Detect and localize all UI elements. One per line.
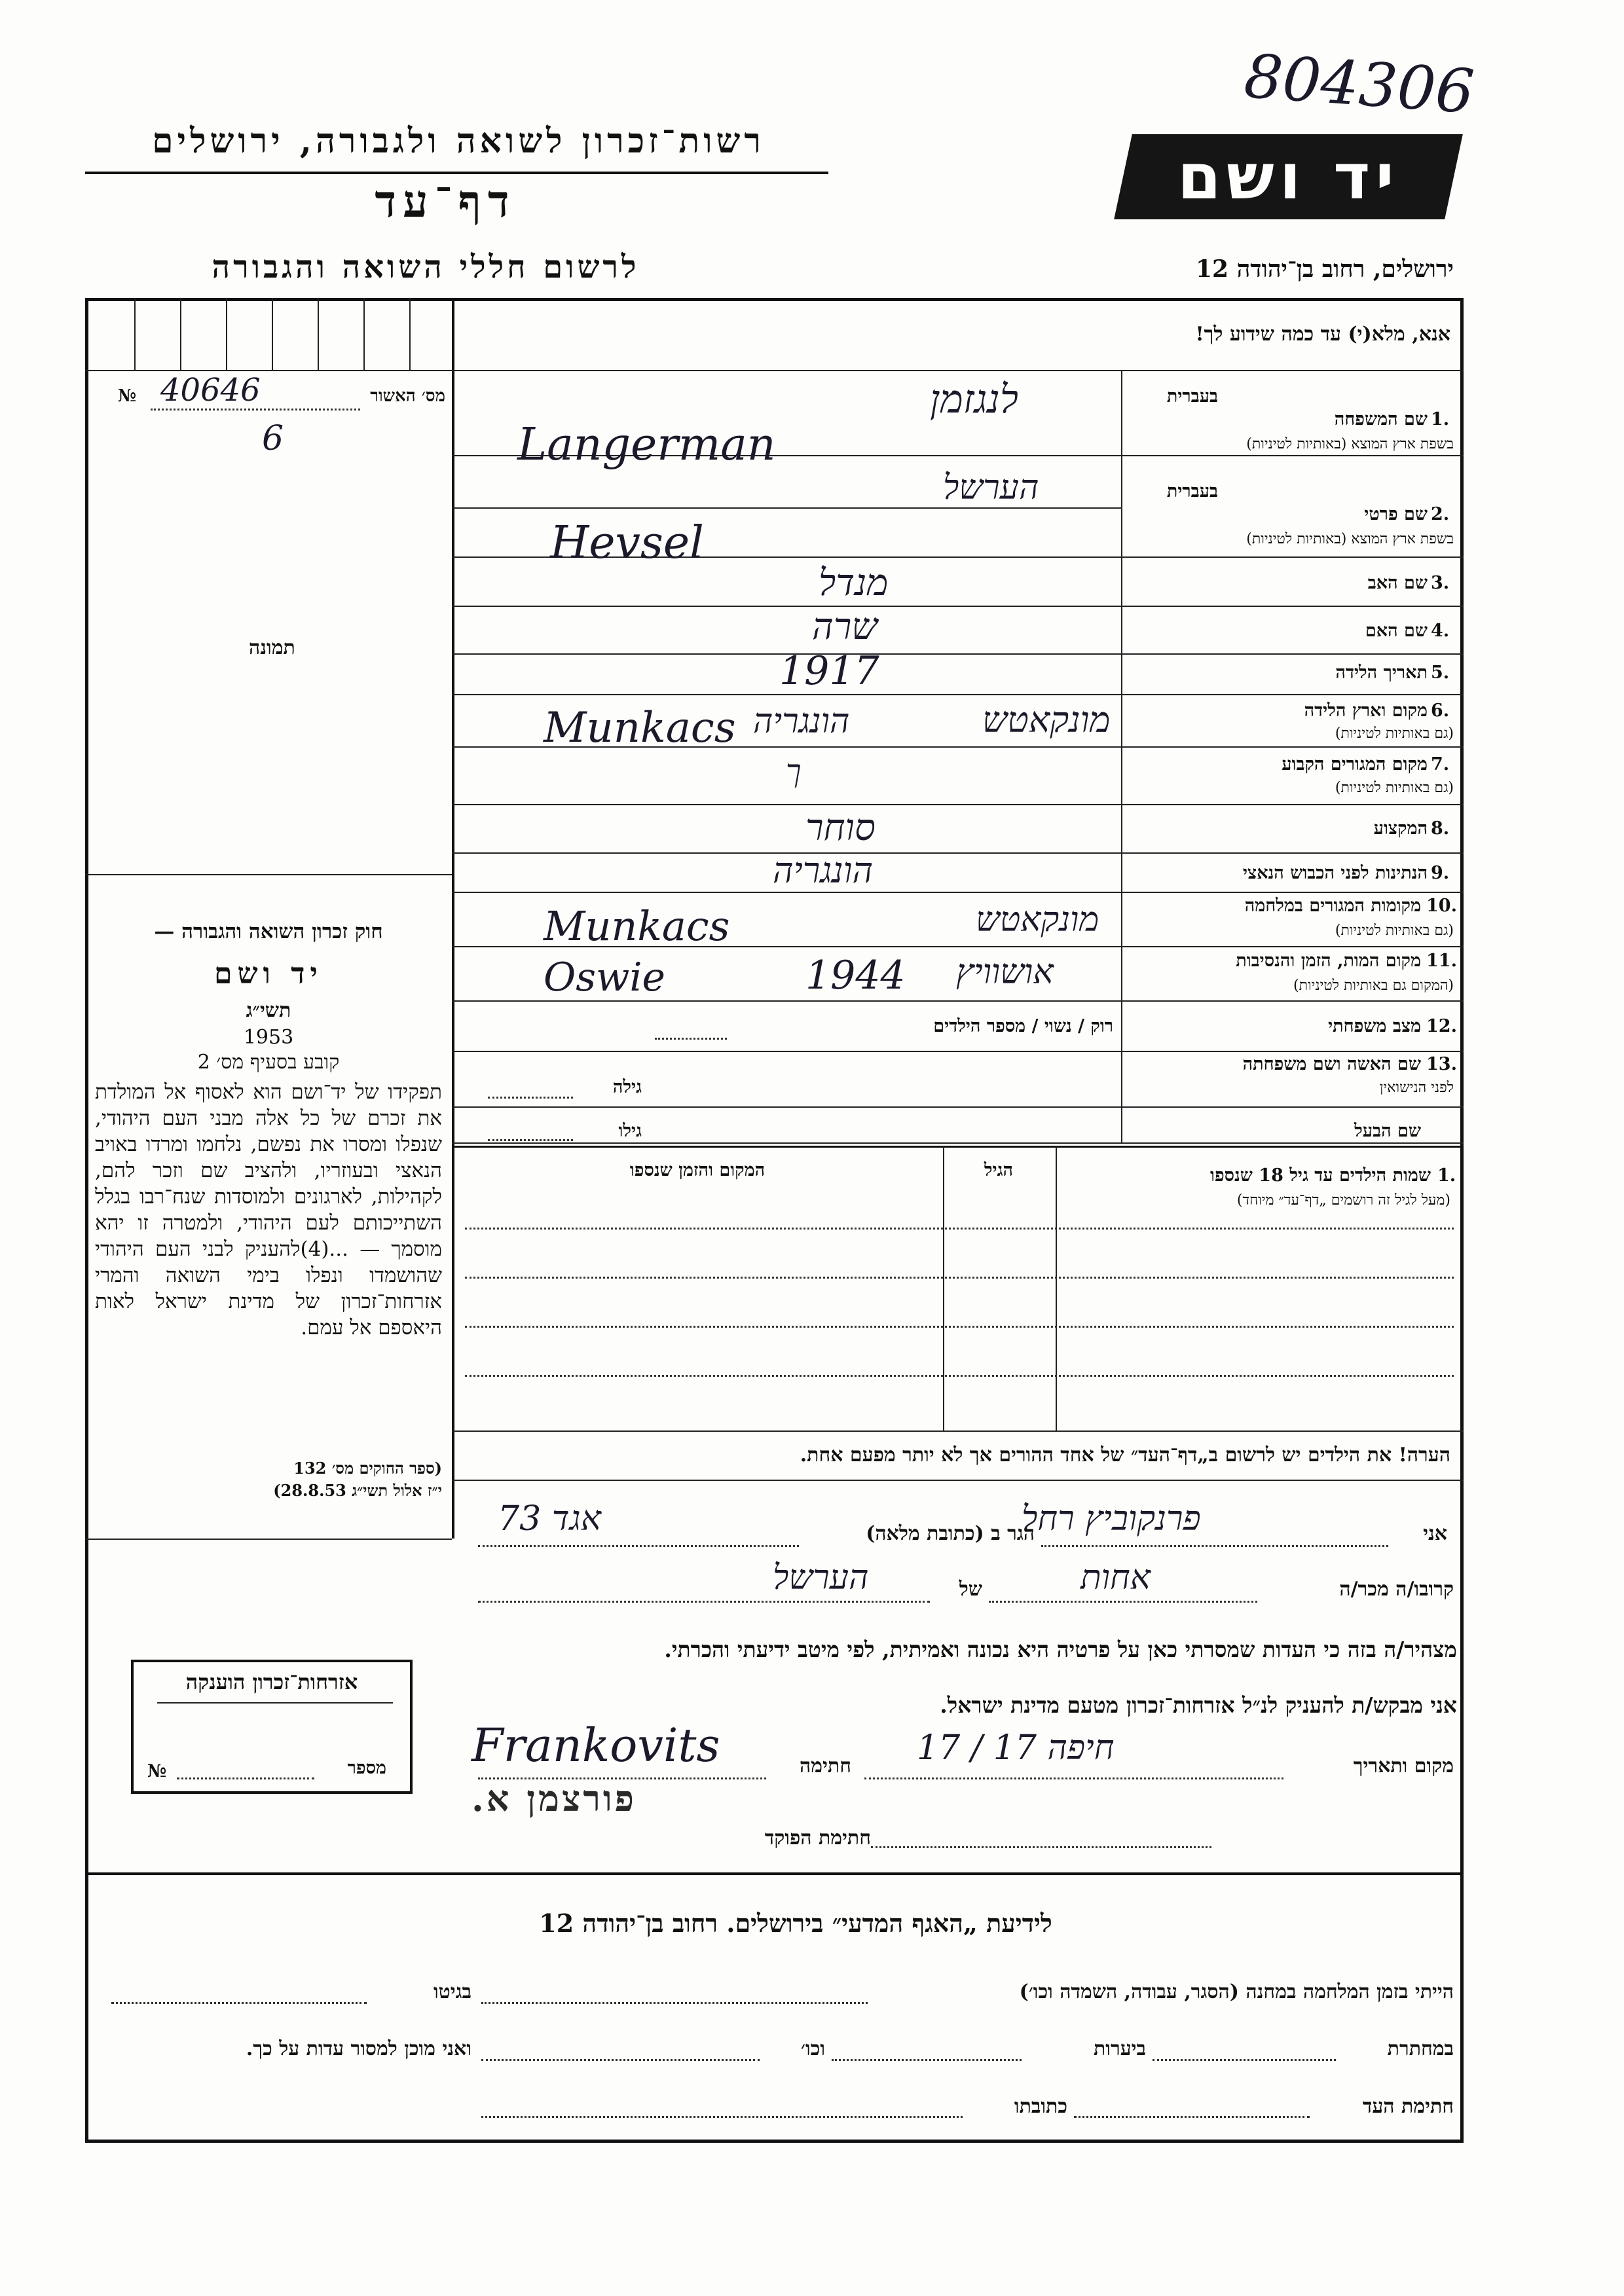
footer-ghetto-line xyxy=(111,2002,367,2004)
footer-witness-line xyxy=(1074,2116,1310,2118)
field-1-heb-tag: בעברית xyxy=(1166,386,1218,407)
field-5-num: 5. xyxy=(1431,663,1450,683)
field-4-label: שם האם xyxy=(1365,621,1428,641)
field-7-num: 7. xyxy=(1431,754,1450,774)
footer-ghetto-label: בגיטו xyxy=(433,1980,471,2003)
field-8-label: המקצוע xyxy=(1373,818,1428,839)
field-2-heb-value: הערשל xyxy=(943,468,1039,507)
declarant-name: פרנקוביץ רחל xyxy=(1022,1499,1201,1539)
field-7-label: מקום המגורים הקבוע xyxy=(1282,754,1428,774)
place-date-value: חיפה 17 / 17 xyxy=(917,1728,1115,1768)
footer-title: לידיעת „האגף המדעי״ בירושלים. רחוב בן־יהודה 12 xyxy=(539,1908,1052,1938)
children-col-divider xyxy=(943,1146,944,1430)
photo-label: תמונה xyxy=(249,636,295,659)
children-line xyxy=(465,1375,1454,1377)
field-7-sub: (גם באותיות לטיניות) xyxy=(1335,780,1454,796)
footer-rule xyxy=(85,1872,1464,1875)
field-6-value-heb: מונקאטש xyxy=(982,699,1111,740)
photo-area-rule xyxy=(85,874,452,875)
declarant-address-line xyxy=(478,1545,799,1547)
field-3-num: 3. xyxy=(1431,573,1450,593)
citizenship-number-line xyxy=(177,1777,314,1779)
signature: Frankovits xyxy=(471,1719,720,1772)
law-citation-2: י״ז אלול תשי״ג 28.8.53) xyxy=(273,1481,442,1500)
declarant-relation-value: אחות xyxy=(1080,1558,1151,1597)
row-rule xyxy=(452,694,1464,695)
place-date-line xyxy=(864,1777,1283,1779)
strip-tick xyxy=(318,298,319,370)
top-strip-rule xyxy=(85,370,1464,371)
field-12-label: מצב משפחתי xyxy=(1328,1016,1421,1036)
row-rule xyxy=(452,804,1464,805)
field-13-num: 13. xyxy=(1426,1054,1457,1074)
note-bottom-rule xyxy=(452,1480,1464,1481)
field-5-value: 1917 xyxy=(779,648,879,694)
field-9-label: הנתינות לפני הכבוש הנאצי xyxy=(1242,863,1428,883)
declarant-residing-label: הגר ב (כתובת מלאה) xyxy=(866,1522,1035,1545)
husband-age-label: גילו xyxy=(618,1121,642,1141)
field-6-value-country: הונגריה xyxy=(753,702,850,741)
form-subtitle: לרשום חללי השואה והגבורה xyxy=(212,249,640,285)
footer-testimony: ואני מוכן למסור עדות על כך. xyxy=(246,2037,471,2060)
strip-tick xyxy=(134,298,136,370)
footer-address-label: כתובתו xyxy=(1014,2095,1067,2118)
field-6-sub: (גם באותיות לטיניות) xyxy=(1335,725,1454,742)
field-2-latin-value: Hevsel xyxy=(550,517,704,569)
declarant-name-line xyxy=(1041,1545,1388,1547)
footer-forests-line xyxy=(832,2059,1022,2061)
note: הערה! את הילדים יש לרשום ב„דף־העד״ של אחד ההורים אך לא יותר מפעם אחת. xyxy=(800,1444,1450,1467)
sidebar-bottom-rule xyxy=(85,1539,452,1540)
field-10-value-heb: מונקאטש xyxy=(976,900,1099,939)
officer-line xyxy=(871,1846,1211,1848)
officer-stamp: פורצמן א. xyxy=(471,1777,637,1819)
approval-line xyxy=(151,409,360,410)
approval-no-symbol: № xyxy=(118,386,137,406)
field-1-heb-value: לנגזמן xyxy=(930,376,1018,422)
field-5-label: תאריך הלידה xyxy=(1335,663,1428,683)
field-11-value-year: 1944 xyxy=(805,953,906,998)
place-date-label: מקום ותאריך xyxy=(1353,1755,1454,1777)
field-12-options: רוק / נשוי / מספר הילדים xyxy=(933,1016,1113,1036)
latin-line xyxy=(452,606,1121,607)
note-top-rule xyxy=(452,1430,1464,1432)
strip-tick xyxy=(409,298,411,370)
law-year-heb: תשי״ג xyxy=(246,999,291,1022)
children-line xyxy=(465,1228,1454,1230)
footer-underground-label: במחתרת xyxy=(1387,2037,1454,2060)
row-rule xyxy=(452,1106,1464,1108)
field-1-num: 1. xyxy=(1431,409,1450,429)
field-2-sub: בשפת ארץ המוצא (באותיות לטיניות) xyxy=(1246,531,1454,547)
footer-forests-label: ביערות xyxy=(1093,2037,1146,2060)
field-3-value: מנדל xyxy=(819,562,889,604)
field-2-heb-tag: בעברית xyxy=(1166,481,1218,501)
children-col-age: הגיל xyxy=(984,1160,1014,1180)
label-column-divider xyxy=(1121,370,1122,1142)
law-name: יד ושם xyxy=(214,957,323,991)
row-rule xyxy=(452,1142,1464,1144)
declarant-relation-label: קרובו/ה מכר/ה xyxy=(1339,1578,1454,1601)
children-rule xyxy=(452,1146,1464,1148)
row-rule xyxy=(452,892,1464,893)
field-12-num: 12. xyxy=(1426,1016,1457,1036)
field-10-label: מקומות המגורים במלחמה xyxy=(1244,896,1421,916)
yad-vashem-logo xyxy=(1114,134,1463,219)
children-line xyxy=(465,1326,1454,1328)
latin-line xyxy=(452,507,1121,509)
strip-tick xyxy=(272,298,273,370)
children-label: שמות הילדים עד גיל 18 שנספו xyxy=(1210,1165,1431,1186)
footer-camp-line xyxy=(481,2002,868,2004)
citizenship-title-rule xyxy=(157,1702,393,1704)
document-number: 804306 xyxy=(1242,41,1477,128)
citizenship-no-symbol: № xyxy=(147,1761,167,1781)
field-9-value: הונגריה xyxy=(773,850,874,891)
field-8-value: סוחר xyxy=(805,807,876,849)
field-6-num: 6. xyxy=(1431,701,1450,721)
row-rule xyxy=(452,1051,1464,1052)
row-rule xyxy=(452,852,1464,854)
field-4-value: שרה xyxy=(812,606,877,648)
children-num: 1. xyxy=(1437,1165,1456,1186)
of-line xyxy=(478,1601,930,1603)
left-column-divider xyxy=(452,298,454,1539)
field-13-label: שם האשה ושם משפחתה xyxy=(1242,1054,1421,1074)
children-line xyxy=(465,1277,1454,1279)
footer-camp-label: הייתי בזמן המלחמה במחנה (הסגר, עבודה, השמדה וכו׳) xyxy=(1019,1980,1454,2003)
signature-label: חתימה xyxy=(800,1755,851,1777)
field-1-latin-value: Langerman xyxy=(517,419,776,471)
instruction: אנא, מלא(י) עד כמה שידוע לך! xyxy=(1195,323,1450,346)
field-3-label: שם האב xyxy=(1367,573,1428,593)
children-count-line xyxy=(655,1038,727,1040)
approval-number: 40646 xyxy=(160,372,261,409)
approval-label: מס׳ האשור xyxy=(370,386,445,406)
declarant-declaration: מצהיר/ה בזה כי העדות שמסרתי כאן על פרטיה היא נכונה ואמיתית, לפי מיטב ידיעתי והכרתי. xyxy=(664,1637,1457,1662)
officer-signature-label: חתימת הפוקד xyxy=(764,1827,871,1850)
field-11-value-latin: Oswie xyxy=(544,955,666,1000)
field-1-sub: בשפת ארץ המוצא (באותיות לטיניות) xyxy=(1246,436,1454,452)
relation-line xyxy=(989,1601,1257,1603)
husband-age-line xyxy=(488,1139,573,1141)
footer-etc-label: וכו׳ xyxy=(801,2037,825,2060)
strip-tick xyxy=(226,298,227,370)
wife-age-label: גילה xyxy=(612,1077,642,1097)
citizenship-number-label: מספר xyxy=(347,1758,386,1778)
strip-tick xyxy=(363,298,365,370)
declarant-of-value: הערשל xyxy=(773,1558,869,1597)
address: ירושלים, רחוב בן־יהודה 12 xyxy=(1195,255,1454,283)
row-rule xyxy=(452,1000,1464,1002)
field-8-num: 8. xyxy=(1431,818,1450,839)
law-title: חוק זכרון השואה והגבורה — xyxy=(154,920,383,943)
field-6-label: מקום וארץ הלידה xyxy=(1304,701,1428,721)
field-11-label: מקום המות, הזמן והנסיבות xyxy=(1236,951,1421,971)
footer-underground-line xyxy=(1153,2059,1336,2061)
field-2-num: 2. xyxy=(1431,504,1450,524)
strip-tick xyxy=(180,298,181,370)
field-11-sub: (המקום גם באותיות לטיניות) xyxy=(1293,977,1454,994)
law-citation-1: (ספר החוקים מס׳ 132 xyxy=(293,1459,442,1478)
field-9-num: 9. xyxy=(1431,863,1450,883)
field-10-value-latin: Munkacs xyxy=(544,902,730,950)
form-title: דף־עד xyxy=(375,175,516,228)
logo-text: יד ושם xyxy=(1177,140,1399,213)
wife-age-line xyxy=(488,1097,573,1099)
law-section: קובע בסעיף מס׳ 2 xyxy=(197,1051,340,1074)
approval-suffix: 6 xyxy=(262,419,284,458)
children-col-place: המקום והזמן שנספו xyxy=(629,1160,766,1180)
declarant-request: אני מבקש/ת להעניק לנ״ל אזרחות־זכרון מטעם מדינת ישראל. xyxy=(940,1692,1457,1718)
field-10-num: 10. xyxy=(1426,896,1457,916)
children-col-divider xyxy=(1056,1146,1057,1430)
field-6-value-latin: Munkacs xyxy=(544,704,736,752)
title-rule xyxy=(85,172,828,174)
law-year: 1953 xyxy=(243,1026,294,1049)
children-sub: (מעל לגיל זה רושמים „דף־עד״ מיוחד) xyxy=(1236,1192,1450,1209)
declarant-i-label: אני xyxy=(1423,1522,1447,1545)
field-11-num: 11. xyxy=(1426,951,1457,971)
footer-etc-line xyxy=(481,2059,760,2061)
authority-title: רשות־זכרון לשואה ולגבורה, ירושלים xyxy=(152,121,765,161)
footer-witness-signature-label: חתימת העד xyxy=(1362,2095,1454,2118)
declarant-of-label: של xyxy=(959,1578,982,1601)
field-11-value-heb: אושוויץ xyxy=(956,953,1054,992)
field-13-sub: לפני הנישואין xyxy=(1379,1080,1454,1096)
field-1-label: שם המשפחה xyxy=(1334,409,1428,429)
row-rule xyxy=(452,653,1464,655)
citizenship-title: אזרחות־זכרון הוענקה xyxy=(185,1669,358,1694)
husband-label: שם הבעל xyxy=(1354,1121,1421,1141)
field-7-value: ך xyxy=(786,753,802,790)
footer-address-line xyxy=(481,2116,963,2118)
field-4-num: 4. xyxy=(1431,621,1450,641)
field-2-label: שם פרטי xyxy=(1364,504,1428,524)
declarant-address: אגד 73 xyxy=(498,1499,601,1539)
law-text: תפקידו של יד־ושם הוא לאסוף אל המולדת את זכרם של כל אלה מבני העם היהודי, שנפלו ומסרו את נפשם, נלחמו ומרדו באויב הנאצי ובעוזריו, ולהציב שם וזכר להם, לקהילות, לארגונים ולמוסדות שנח־רבו בגלל השתייכותם לעם היהודי, ולמטרה זו יהא מוסמך — ...(4)להעניק לבני העם היהודי שהושמדו ונפלו בימי השואה והמרי אזרחות־זכרון של מדינת ישראל לאות היאספם אל עמם. xyxy=(95,1080,442,1339)
field-10-sub: (גם באותיות לטיניות) xyxy=(1335,922,1454,939)
